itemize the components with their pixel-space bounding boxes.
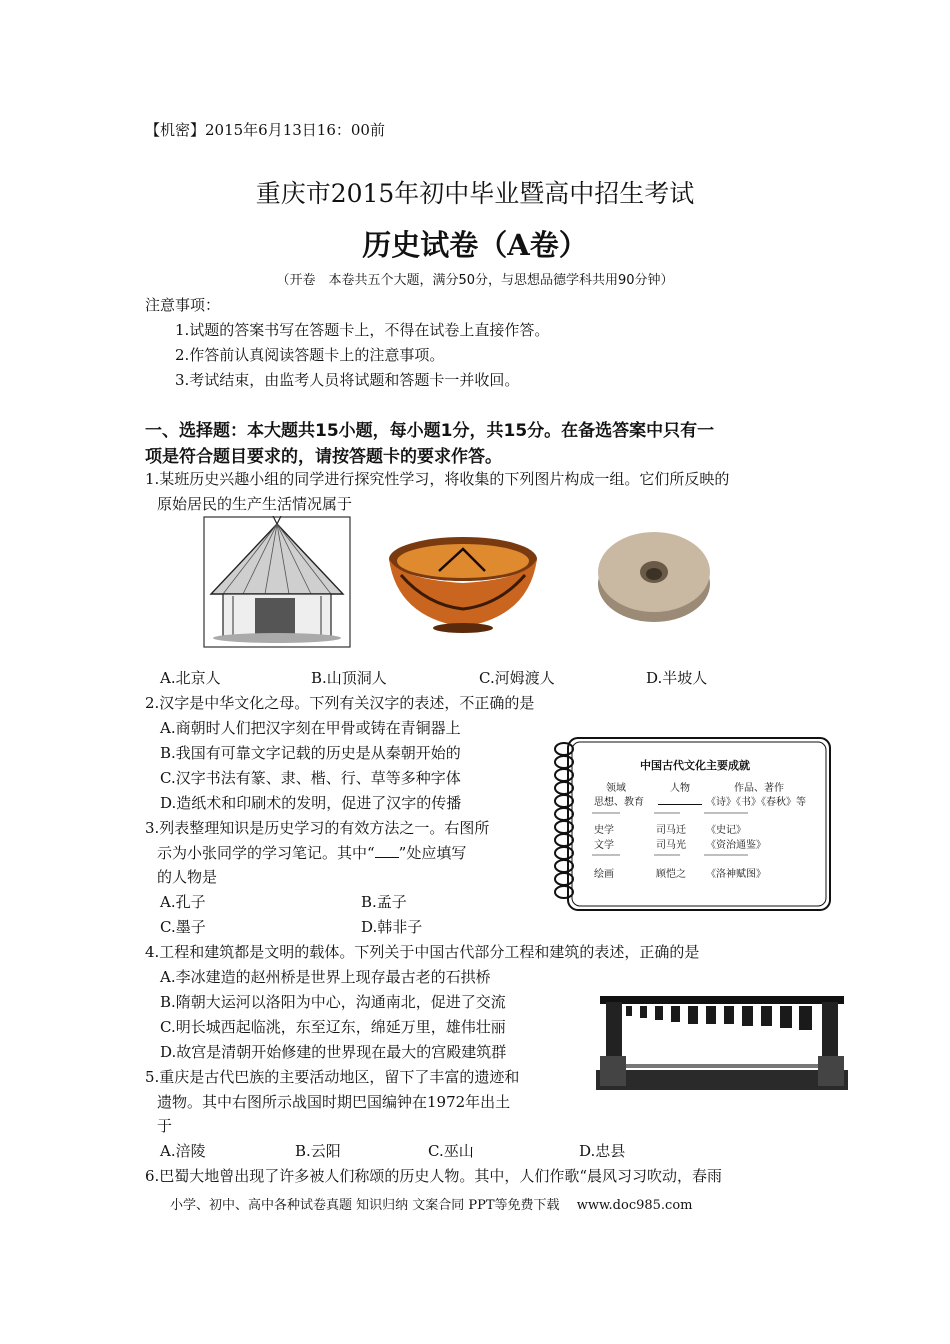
paper-title: 历史试卷（A卷）	[362, 228, 588, 262]
notes-cell: 文学	[594, 840, 614, 851]
q1-option-b: B.山顶洞人	[311, 669, 387, 687]
q5-option-d: D.忠县	[579, 1142, 626, 1160]
q5-stem-line1: 5.重庆是古代巴族的主要活动地区，留下了丰富的遗迹和	[145, 1068, 520, 1086]
q3-option-d: D.韩非子	[361, 918, 423, 936]
q2-stem: 2.汉字是中华文化之母。下列有关汉字的表述，不正确的是	[145, 694, 535, 712]
q5-option-b: B.云阳	[295, 1142, 341, 1160]
q2-option-a: A.商朝时人们把汉字刻在甲骨或铸在青铜器上	[160, 719, 461, 737]
q1-option-a: A.北京人	[160, 669, 221, 687]
painted-bowl-image	[387, 535, 539, 635]
notice-item: 3.考试结束，由监考人员将试题和答题卡一并收回。	[175, 371, 520, 389]
notes-cell: 《资治通鉴》	[706, 840, 766, 851]
stone-spindle-whorl-image	[596, 524, 712, 624]
q5-option-a: A.涪陵	[160, 1142, 206, 1160]
q2-option-d: D.造纸术和印刷术的发明，促进了汉字的传播	[160, 794, 462, 812]
q6-stem-line1: 6.巴蜀大地曾出现了许多被人们称颂的历史人物。其中，人们作歌“晨风习习吹动，春雨	[145, 1167, 722, 1185]
q3-option-c: C.墨子	[160, 918, 206, 936]
q5-stem-line3: 于	[157, 1117, 173, 1135]
section1-heading-line1: 一、选择题：本大题共15小题，每小题1分，共15分。在备选答案中只有一	[145, 421, 715, 441]
notes-col-header: 人物	[670, 783, 690, 794]
q3-stem-line2: 示为小张同学的学习笔记。其中“ ”处应填写	[157, 844, 467, 862]
study-notes-card	[548, 735, 834, 915]
paper-info: （开卷 本卷共五个大题，满分50分，与思想品德学科共用90分钟）	[276, 273, 674, 288]
q3-option-b: B.孟子	[361, 893, 407, 911]
notice-item: 2.作答前认真阅读答题卡上的注意事项。	[175, 346, 445, 364]
confidential-note: 【机密】2015年6月13日16：00前	[145, 121, 385, 139]
notes-cell: 绘画	[594, 869, 614, 880]
notes-title: 中国古代文化主要成就	[640, 759, 750, 772]
q1-option-d: D.半坡人	[646, 669, 708, 687]
q1-stem-line2: 原始居民的生产生活情况属于	[157, 495, 353, 513]
answer-blank	[375, 843, 399, 858]
q1-option-c: C.河姆渡人	[479, 669, 555, 687]
notes-cell: 司马迁	[656, 825, 686, 836]
notice-heading: 注意事项：	[145, 296, 221, 314]
notes-row-dividers	[548, 735, 834, 915]
bianzhong-bells-image	[596, 992, 848, 1092]
q4-option-d: D.故宫是清朝开始修建的世界现在最大的宫殿建筑群	[160, 1043, 507, 1061]
q4-stem: 4.工程和建筑都是文明的载体。下列关于中国古代部分工程和建筑的表述，正确的是	[145, 943, 700, 961]
q5-option-c: C.巫山	[428, 1142, 474, 1160]
q3-stem-line3: 的人物是	[157, 868, 218, 886]
notes-cell: 思想、教育	[594, 797, 644, 808]
notes-col-header: 作品、著作	[734, 783, 784, 794]
footer-ad-text: 小学、初中、高中各种试卷真题 知识归纳 文案合同 PPT等免费下载 www.doc985.com	[170, 1198, 693, 1213]
q4-option-c: C.明长城西起临洮，东至辽东，绵延万里，雄伟壮丽	[160, 1018, 506, 1036]
notes-cell: 《洛神赋图》	[706, 869, 766, 880]
notes-cell: 《诗》《书》《春秋》等	[706, 797, 806, 808]
notes-cell: 史学	[594, 825, 614, 836]
notes-col-header: 领域	[606, 783, 626, 794]
notes-cell: 顾恺之	[656, 869, 686, 880]
q2-option-b: B.我国有可靠文字记载的历史是从秦朝开始的	[160, 744, 461, 762]
q3-option-a: A.孔子	[160, 893, 206, 911]
hut-illustration	[203, 516, 351, 648]
notice-item: 1.试题的答案书写在答题卡上，不得在试卷上直接作答。	[175, 321, 550, 339]
section1-heading-line2: 项是符合题目要求的，请按答题卡的要求作答。	[145, 447, 502, 467]
q4-option-b: B.隋朝大运河以洛阳为中心，沟通南北，促进了交流	[160, 993, 506, 1011]
q1-stem-line1: 1.某班历史兴趣小组的同学进行探究性学习，将收集的下列图片构成一组。它们所反映的	[145, 470, 730, 488]
notes-cell: 司马光	[656, 840, 686, 851]
notes-cell: 《史记》	[706, 825, 746, 836]
exam-title: 重庆市2015年初中毕业暨高中招生考试	[255, 179, 695, 208]
q5-stem-line2: 遗物。其中右图所示战国时期巴国编钟在1972年出土	[157, 1093, 511, 1111]
q4-option-a: A.李冰建造的赵州桥是世界上现存最古老的石拱桥	[160, 968, 491, 986]
q3-stem-line1: 3.列表整理知识是历史学习的有效方法之一。右图所	[145, 819, 490, 837]
q2-option-c: C.汉字书法有篆、隶、楷、行、草等多种字体	[160, 769, 461, 787]
